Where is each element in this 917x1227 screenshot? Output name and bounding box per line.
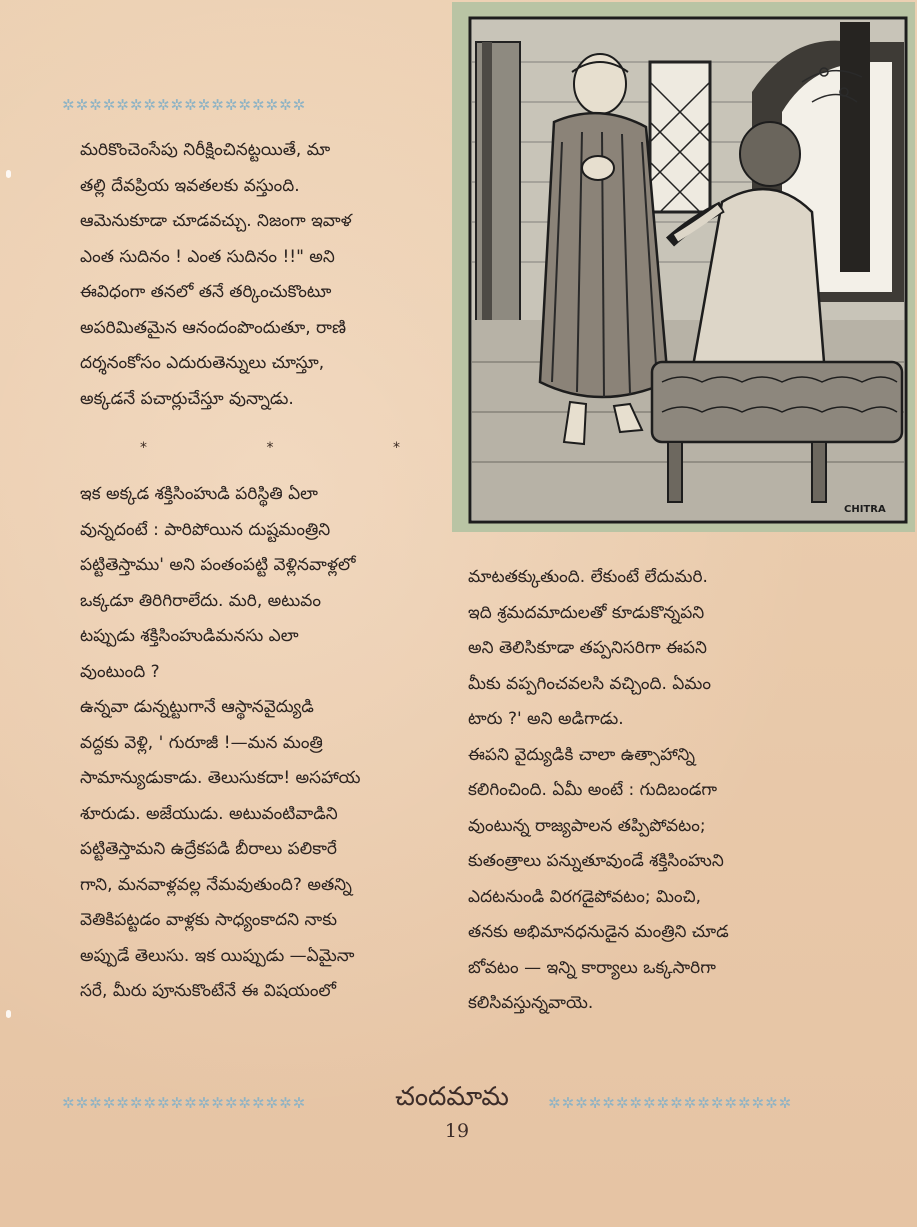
text-line: టారు ?' అని అడిగాడు. <box>468 709 624 729</box>
text-line: పట్టితెస్తాము' అని పంతంపట్టి వెళ్లినవాళ్లలో <box>80 555 356 575</box>
page-number: 19 <box>444 1120 470 1142</box>
text-line: ఆమెనుకూడా చూడవచ్చు. నిజంగా ఇవాళ <box>80 211 352 231</box>
text-line: కలిసివస్తున్నవాయె. <box>468 993 594 1013</box>
text-line: మీకు వప్పగించవలసి వచ్చింది. ఏమం <box>468 673 711 694</box>
illustration-drawing <box>452 2 915 532</box>
punch-hole <box>6 1010 11 1018</box>
text-line: వుంటున్న రాజ్యపాలన తప్పిపోవటం; <box>468 815 706 836</box>
text-line: వెతికిపట్టడం వాళ్లకు సాధ్యంకాదని నాకు <box>80 910 337 930</box>
text-line: ఇక అక్కడ శక్తిసింహుడి పరిస్థితి ఏలా <box>80 484 318 504</box>
text-line: ఇది శ్రమదమాదులతో కూడుకొన్నపని <box>468 602 705 623</box>
text-line: పట్టితెస్తామని ఉద్రేకపడి బీరాలు పలికారే <box>80 839 338 859</box>
magazine-title: చందమామ <box>395 1082 509 1112</box>
text-line: టప్పుడు శక్తిసింహుడిమనసు ఎలా <box>80 626 299 646</box>
text-line: సరే, మీరు పూనుకొంటేనే ఈ విషయంలో <box>80 981 336 1001</box>
story-illustration <box>452 2 915 532</box>
text-line: వుంటుంది ? <box>80 661 160 682</box>
left-column-bottom-text <box>80 477 452 1010</box>
text-line: మరికొంచెంసేపు నిరీక్షించినట్టయితే, మా <box>80 140 331 160</box>
bottom-right-star-border: ✲✲✲✲✲✲✲✲✲✲✲✲✲✲✲✲✲✲ <box>548 1094 793 1110</box>
text-line: కలిగించింది. ఏమీ అంటే : గుదిబండగా <box>468 780 718 800</box>
text-line: ఒక్కడూ తిరిగిరాలేదు. మరి, అటువం <box>80 590 321 611</box>
top-star-border: ✲✲✲✲✲✲✲✲✲✲✲✲✲✲✲✲✲✲ <box>62 96 307 112</box>
text-line: తనకు అభిమానధనుడైన మంత్రిని చూడ <box>468 922 729 942</box>
text-line: బోవటం — ఇన్ని కార్యాలు ఒక్కసారిగా <box>468 957 716 978</box>
section-break-star: * <box>266 440 274 456</box>
punch-hole <box>6 170 11 178</box>
left-column-top-text <box>80 133 452 417</box>
section-break-star: * <box>393 440 400 456</box>
text-line: అపరిమితమైన ఆనందంపొందుతూ, రాణి <box>80 317 347 338</box>
text-line: వున్నదంటే : పారిపోయిన దుష్టమంత్రిని <box>80 519 331 540</box>
text-line: అని తెలిసికూడా తప్పనిసరిగా ఈపని <box>468 638 707 658</box>
text-line: ఈవిధంగా తనలో తనే తర్కించుకొంటూ <box>80 282 332 302</box>
text-line: శూరుడు. అజేయుడు. అటువంటివాడిని <box>80 803 338 824</box>
text-line: గాని, మనవాళ్లవల్ల నేమవుతుంది? అతన్ని <box>80 874 352 895</box>
right-column-text <box>468 560 878 1022</box>
text-line: ఎంత సుదినం ! ఎంత సుదినం !!" అని <box>80 246 335 267</box>
section-break-star: * <box>140 440 147 456</box>
text-line: వద్దకు వెళ్లి, ' గురూజీ !—మన మంత్రి <box>80 732 323 753</box>
text-line: ఎదటనుండి విరగడైపోవటం; మించి, <box>468 886 702 907</box>
text-line: ఈపని వైద్యుడికి చాలా ఉత్సాహాన్ని <box>468 744 696 765</box>
text-line: అక్కడనే పచార్లుచేస్తూ వున్నాడు. <box>80 388 294 409</box>
text-line: ఉన్నవా డున్నట్టుగానే ఆస్థానవైద్యుడి <box>80 697 314 717</box>
text-line: దర్శనంకోసం ఎదురుతెన్నులు చూస్తూ, <box>80 353 325 373</box>
illustrator-signature: CHITRA <box>844 504 886 515</box>
text-line: సామాన్యుడుకాడు. తెలుసుకదా! అసహాయ <box>80 768 361 788</box>
text-line: తల్లి దేవప్రియ ఇవతలకు వస్తుంది. <box>80 175 300 196</box>
text-line: కుతంత్రాలు పన్నుతూవుండే శక్తిసింహుని <box>468 851 724 871</box>
section-break <box>140 440 400 456</box>
text-line: మాటతక్కుతుంది. లేకుంటే లేదుమరి. <box>468 567 708 587</box>
text-line: అప్పుడే తెలుసు. ఇక యిప్పుడు —ఏమైనా <box>80 945 355 966</box>
bottom-left-star-border: ✲✲✲✲✲✲✲✲✲✲✲✲✲✲✲✲✲✲ <box>62 1094 307 1110</box>
